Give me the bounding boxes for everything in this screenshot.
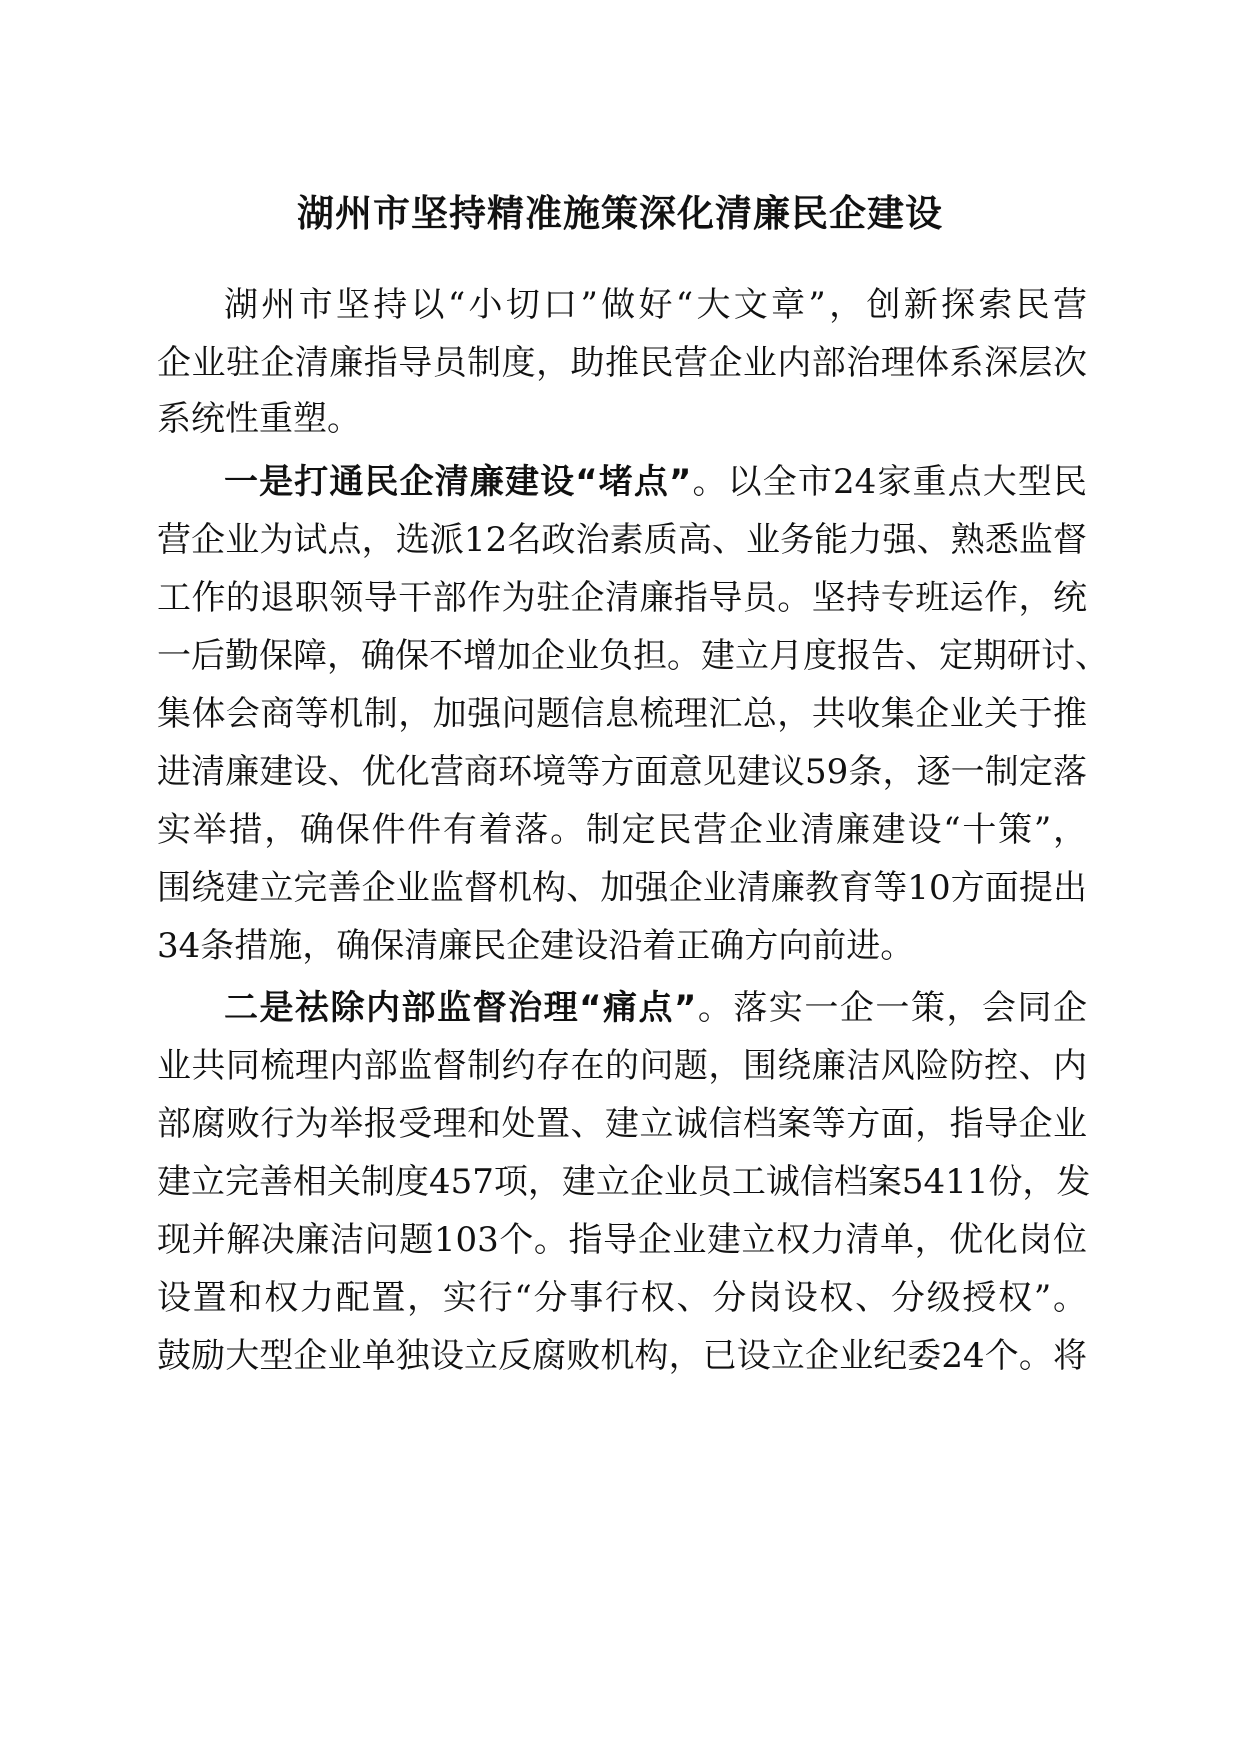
paragraph-2-line-2: 营企业为试点，选派12名政治素质高、业务能力强、熟悉监督 xyxy=(157,520,1087,560)
paragraph-1-line-3: 系统性重塑。 xyxy=(157,399,361,439)
paragraph-2-line-5: 集体会商等机制，加强问题信息梳理汇总，共收集企业关于推 xyxy=(157,694,1087,734)
paragraph-2-line-4: 一后勤保障，确保不增加企业负担。建立月度报告、定期研讨、 xyxy=(157,636,1109,676)
paragraph-2-line-7: 实举措，确保件件有着落。制定民营企业清廉建设“十策”， xyxy=(157,810,1087,850)
paragraph-2-line-1 xyxy=(224,458,1087,506)
paragraph-2-line-9: 34条措施，确保清廉民企建设沿着正确方向前进。 xyxy=(157,926,915,966)
paragraph-2-line-1-text: 。以全市24家重点大型民 xyxy=(691,462,1087,502)
paragraph-3-line-7: 鼓励大型企业单独设立反腐败机构，已设立企业纪委24个。将 xyxy=(157,1336,1087,1376)
paragraph-3-line-3: 部腐败行为举报受理和处置、建立诚信档案等方面，指导企业 xyxy=(157,1104,1087,1144)
paragraph-2-line-3: 工作的退职领导干部作为驻企清廉指导员。坚持专班运作，统 xyxy=(157,578,1087,618)
paragraph-3-heading: 二是祛除内部监督治理“痛点” xyxy=(224,988,697,1028)
paragraph-3-line-5: 现并解决廉洁问题103个。指导企业建立权力清单，优化岗位 xyxy=(157,1220,1087,1260)
paragraph-3-line-1 xyxy=(224,984,1087,1032)
paragraph-3-line-1-text: 。落实一企一策，会同企 xyxy=(696,988,1087,1028)
paragraph-2-heading: 一是打通民企清廉建设“堵点” xyxy=(224,462,692,502)
paragraph-1-line-1: 湖州市坚持以“小切口”做好“大文章”，创新探索民营 xyxy=(224,285,1087,325)
paragraph-3-line-4: 建立完善相关制度457项，建立企业员工诚信档案5411份，发 xyxy=(157,1162,1091,1202)
document-title: 湖州市坚持精准施策深化清廉民企建设 xyxy=(297,191,943,235)
paragraph-2-line-6: 进清廉建设、优化营商环境等方面意见建议59条，逐一制定落 xyxy=(157,752,1087,792)
paragraph-3-line-2: 业共同梳理内部监督制约存在的问题，围绕廉洁风险防控、内 xyxy=(157,1046,1087,1086)
paragraph-2-line-8: 围绕建立完善企业监督机构、加强企业清廉教育等10方面提出 xyxy=(157,868,1087,908)
paragraph-3-line-6: 设置和权力配置，实行“分事行权、分岗设权、分级授权”。 xyxy=(157,1278,1087,1318)
paragraph-1-line-2: 企业驻企清廉指导员制度，助推民营企业内部治理体系深层次 xyxy=(157,343,1087,383)
